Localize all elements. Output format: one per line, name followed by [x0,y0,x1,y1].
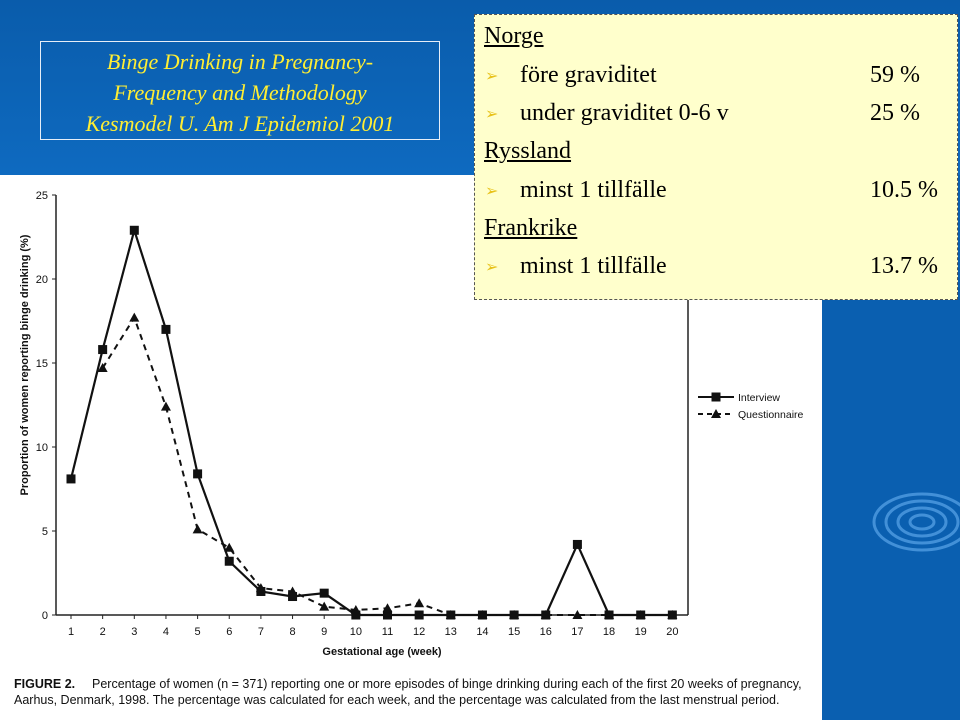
data-point-questionnaire [161,402,171,411]
data-point-questionnaire [319,602,329,611]
caption-line-2: Aarhus, Denmark, 1998. The percentage was calculated for each week, and the percentage was calculated from the last menstrual period. [14,693,780,707]
data-point-interview [67,474,76,483]
note-heading-norge: Norge [484,23,544,49]
note-item-label: under graviditet 0-6 v [520,100,729,126]
data-point-questionnaire [129,313,139,322]
y-axis-label: Proportion of women reporting binge drinking (%) [19,234,31,496]
caption-label: FIGURE 2. [14,677,76,691]
x-tick-label: 9 [321,626,328,638]
data-point-questionnaire [193,524,203,533]
series-line-questionnaire [103,318,673,615]
water-ripple-icon [862,480,960,590]
note-item-label: minst 1 tillfälle [520,177,667,203]
y-tick-label: 0 [41,610,48,622]
x-tick-label: 18 [602,626,616,638]
note-heading-ryssland: Ryssland [484,138,572,164]
x-tick-label: 5 [194,626,201,638]
legend-label: Questionnaire [738,409,804,421]
x-tick-label: 2 [99,626,106,638]
prevalence-note-box [474,14,958,300]
x-tick-label: 13 [444,626,457,638]
data-point-interview [415,611,424,620]
data-point-interview [98,345,107,354]
x-tick-label: 14 [476,626,489,638]
data-point-interview [320,589,329,598]
data-point-interview [573,540,582,549]
data-point-questionnaire [224,543,234,552]
note-item-value: 10.5 % [870,177,938,203]
title-line-2: Frequency and Methodology [113,80,367,105]
x-axis-label: Gestational age (week) [322,646,442,658]
x-tick-label: 15 [507,626,521,638]
y-tick-label: 25 [35,190,48,202]
note-item-value: 25 % [870,100,920,126]
x-tick-label: 16 [539,626,552,638]
x-tick-label: 6 [226,626,233,638]
data-point-interview [193,469,202,478]
legend-marker [712,393,721,402]
legend-label: Interview [738,392,781,404]
arrow-bullet-icon: ➢ [485,183,499,200]
data-point-interview [130,226,139,235]
note-item-label: minst 1 tillfälle [520,253,667,279]
figure-caption [14,676,822,708]
note-item-value: 13.7 % [870,253,938,279]
x-tick-label: 20 [666,626,679,638]
x-tick-label: 12 [413,626,426,638]
x-tick-label: 19 [634,626,647,638]
y-tick-label: 10 [35,442,48,454]
note-item-value: 59 % [870,62,920,88]
x-tick-label: 17 [571,626,584,638]
note-item-label: före graviditet [520,62,657,88]
y-tick-label: 5 [41,526,48,538]
data-point-interview [161,325,170,334]
slide-title [40,41,440,140]
y-tick-label: 15 [35,358,48,370]
x-tick-label: 3 [131,626,138,638]
caption-line-1: Percentage of women (n = 371) reporting one or more episodes of binge drinking during each of the first 20 weeks of pregnancy, [92,677,802,691]
arrow-bullet-icon: ➢ [485,68,499,85]
note-heading-frankrike: Frankrike [484,215,578,241]
x-tick-label: 4 [162,626,170,638]
arrow-bullet-icon: ➢ [485,106,499,123]
x-tick-label: 7 [257,626,264,638]
y-tick-label: 20 [35,274,48,286]
x-tick-label: 10 [349,626,362,638]
x-tick-label: 1 [67,626,75,638]
x-tick-label: 11 [381,626,394,638]
data-point-interview [225,557,234,566]
arrow-bullet-icon: ➢ [485,259,499,276]
data-point-questionnaire [414,598,424,607]
title-line-3: Kesmodel U. Am J Epidemiol 2001 [85,111,395,136]
x-tick-label: 8 [289,626,296,638]
title-line-1: Binge Drinking in Pregnancy- [106,49,374,74]
